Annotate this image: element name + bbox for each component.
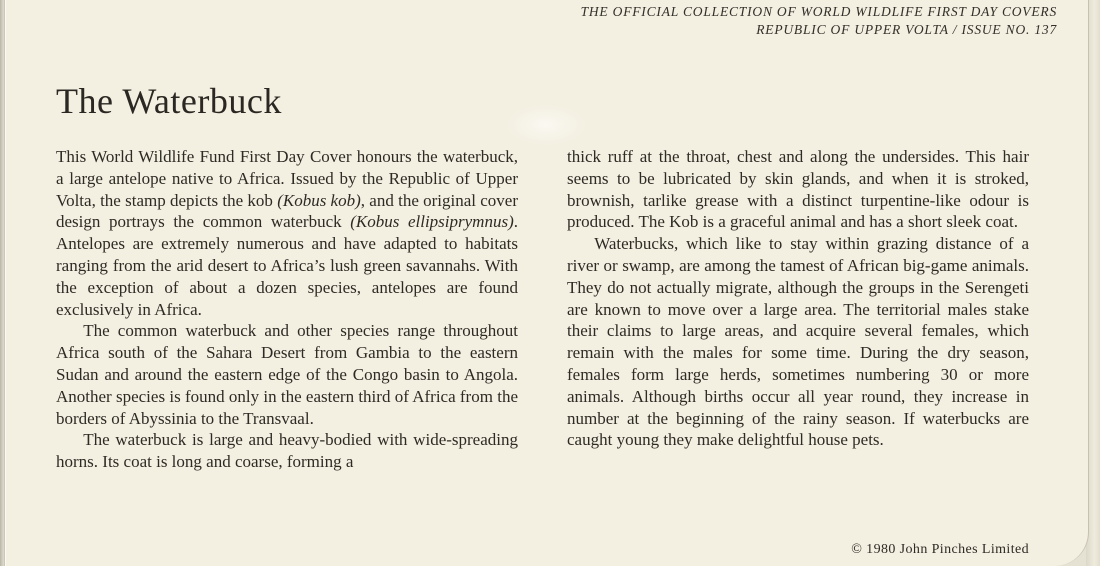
text-segment: , and the original cover design portrays the common waterbuck [56,190,519,232]
text-segment: Waterbucks, which like to stay within grazing distance of a river or swamp, are among the tamest of African big-game animals. They do not actually migrate, although the groups in the Serengeti are known to move over a large area. The territorial males stake their claims to large areas, and acquire several females, which remain with the males for some time. During the dry season, females form large herds, sometimes numbering 30 or more animals. Although births occur all year round, they increase in number at the beginning of the rainy season. If waterbucks are caught young they make delightful house pets. [567,234,1029,450]
species-latin-name: (Kobus ellipsiprymnus) [350,212,514,232]
text-segment: The waterbuck is large and heavy-bodied with wide-spreading horns. Its coat is long and coarse, forming a [56,430,518,472]
text-segment: The common waterbuck and other species range throughout Africa south of the Sahara Desert from Gambia to the eastern Sudan and around the eastern edge of the Congo basin to Angola. Another species is found only in the eastern third of Africa from the borders of Abyssinia to the Transvaal. [56,321,518,428]
page-title: The Waterbuck [56,81,282,121]
article-right-column [567,146,1029,558]
article-left-column [56,146,518,558]
paragraph [56,146,518,320]
paragraph [567,233,1029,451]
text-segment: This World Wildlife Fund First Day Cover honours the waterbuck, a large antelope native to Africa. Issued by the Republic of Upper Volta, the stamp depicts the kob [56,147,518,210]
paragraph [56,320,518,429]
text-segment: thick ruff at the throat, chest and along the undersides. This hair seems to be lubricated by skin glands, and when it is stroked, brownish, tarlike grease with a distinct turpentine-like odour is produced. The Kob is a graceful animal and has a short sleek coat. [567,147,1029,232]
paragraph [56,429,518,473]
document-card [4,0,1089,566]
collection-header-line-2: REPUBLIC OF UPPER VOLTA / ISSUE NO. 137 [756,22,1057,37]
collection-header-line-1: THE OFFICIAL COLLECTION OF WORLD WILDLIFE FIRST DAY COVERS [580,4,1057,19]
text-segment: . Antelopes are extremely numerous and have adapted to habitats ranging from the arid desert to Africa’s lush green savannahs. With the exception of about a dozen species, antelopes are found exclusively in Africa. [56,212,518,319]
species-latin-name: (Kobus kob) [277,190,361,210]
paragraph [567,146,1029,233]
copyright-notice: © 1980 John Pinches Limited [851,542,1029,557]
collection-header [581,3,1057,39]
article-body [56,146,1029,558]
